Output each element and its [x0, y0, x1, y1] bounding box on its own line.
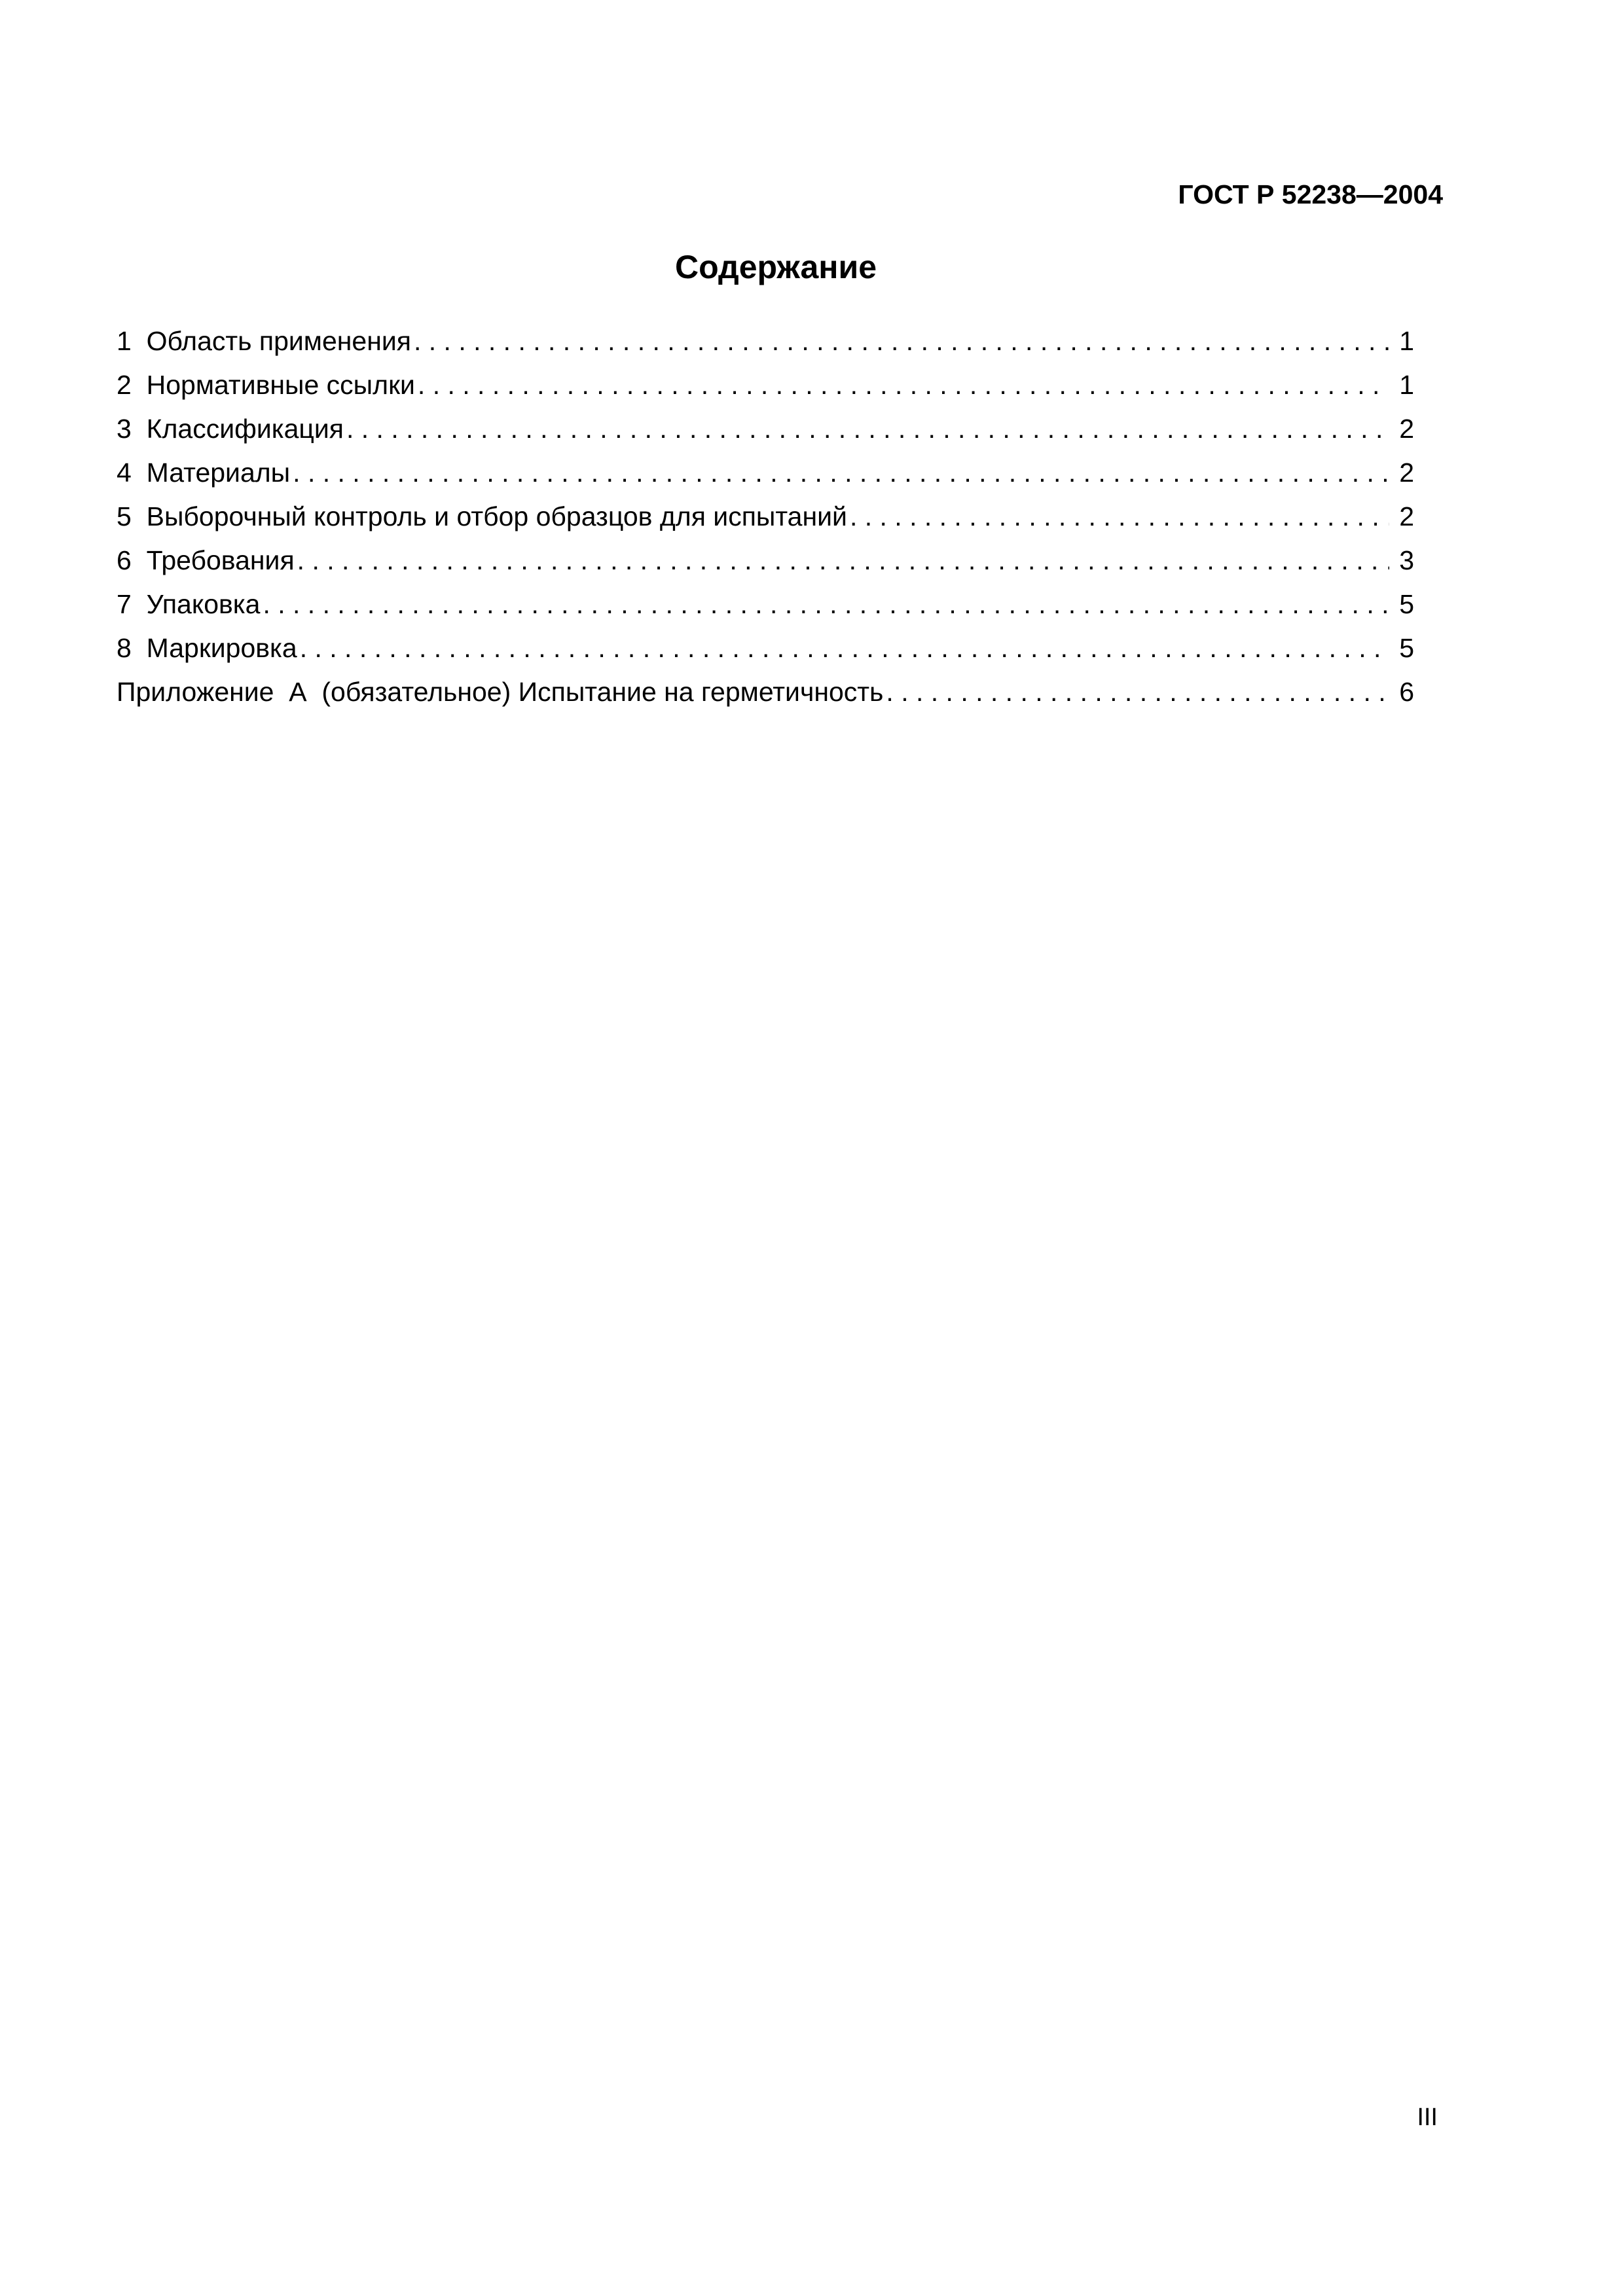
toc-dot-leader [260, 588, 1389, 620]
toc-entry-page: 2 [1399, 457, 1414, 488]
toc-dot-leader [290, 456, 1389, 489]
toc-entry-page: 3 [1399, 545, 1414, 575]
toc-entry-page: 5 [1399, 633, 1414, 663]
toc-entry[interactable] [117, 620, 1414, 664]
toc-entry-number: 7 [117, 589, 132, 619]
toc-entry[interactable] [117, 489, 1414, 533]
toc-dot-leader [297, 632, 1389, 664]
toc-entry-title: Нормативные ссылки [146, 370, 415, 400]
toc-entry[interactable] [117, 577, 1414, 620]
toc-entry-title: Упаковка [146, 589, 261, 619]
toc-entry-title: Область применения [146, 326, 411, 356]
toc-entry-title: Требования [146, 545, 295, 575]
toc-entry-number: 3 [117, 414, 132, 444]
toc-dot-leader [883, 675, 1389, 708]
toc-entry[interactable] [117, 314, 1414, 357]
toc-dot-leader [847, 500, 1389, 533]
toc-dot-leader [295, 544, 1389, 577]
toc-entry-page: 1 [1399, 326, 1414, 356]
toc-entry-number: 2 [117, 370, 132, 400]
toc-entry-page: 5 [1399, 589, 1414, 619]
toc-entry-page: 6 [1399, 677, 1414, 707]
toc-entry-number: 6 [117, 545, 132, 575]
toc-entry-title: Материалы [146, 457, 291, 488]
toc-entry-number: 4 [117, 457, 132, 488]
toc-dot-leader [344, 412, 1389, 445]
toc-entry-title: Маркировка [146, 633, 297, 663]
toc-entry-number: 1 [117, 326, 132, 356]
toc-heading: Содержание [674, 249, 877, 285]
toc-entry-title: Приложение А (обязательное) Испытание на герметичность [117, 677, 884, 707]
toc-entry-page: 1 [1399, 370, 1414, 400]
toc-entry-title: Выборочный контроль и отбор образцов для испытаний [146, 501, 847, 531]
toc-entry[interactable] [117, 401, 1414, 445]
toc-entry-number: 5 [117, 501, 132, 531]
toc-entry[interactable] [117, 357, 1414, 401]
table-of-contents [117, 314, 1414, 708]
document-number: ГОСТ Р 52238—2004 [1178, 179, 1443, 209]
toc-entry-title: Классификация [146, 414, 344, 444]
toc-dot-leader [415, 368, 1389, 401]
page-number: III [1417, 2104, 1438, 2131]
toc-entry[interactable] [117, 664, 1414, 708]
toc-dot-leader [411, 325, 1389, 357]
toc-entry[interactable] [117, 533, 1414, 577]
toc-entry[interactable] [117, 445, 1414, 489]
toc-entry-number: 8 [117, 633, 132, 663]
toc-entry-page: 2 [1399, 501, 1414, 531]
toc-entry-page: 2 [1399, 414, 1414, 444]
